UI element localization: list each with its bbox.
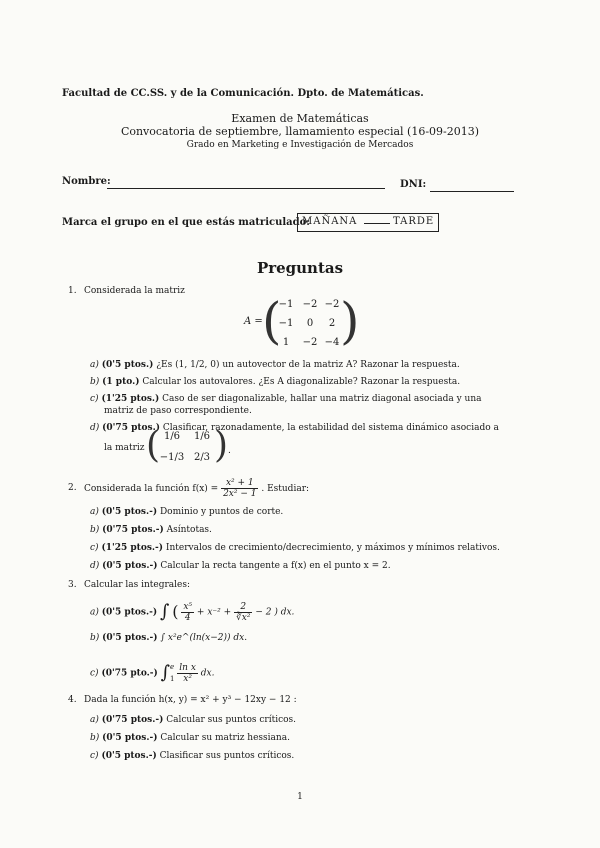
q1-number: 1. <box>68 286 77 296</box>
q2d-item <box>90 561 391 571</box>
q4a-item <box>90 715 296 725</box>
q2-text-end: . Estudiar: <box>261 484 310 494</box>
matrix-cell: 1 <box>282 337 290 348</box>
q4c-text: Clasificar sus puntos críticos. <box>159 751 295 761</box>
q2-fraction-numerator: x² + 1 <box>221 478 258 489</box>
q2b-item <box>90 525 212 535</box>
q3c-upper-limit: e <box>169 663 175 671</box>
q1-matrix-left-paren: ( <box>262 292 282 350</box>
q3-text: Calcular las integrales: <box>84 580 191 590</box>
q2b-points: (0'75 ptos.-) <box>102 525 164 535</box>
matrix-cell: 2/3 <box>193 452 211 463</box>
q3c-end: dx. <box>200 668 215 679</box>
q1d-points: (0'75 ptos.) <box>102 423 161 433</box>
q4b-points: (0'5 ptos.-) <box>102 733 158 743</box>
degree-name: Grado en Marketing e Investigación de Mercados <box>186 140 414 150</box>
q1-matrix-label: A = <box>244 316 263 327</box>
section-title: Preguntas <box>256 259 344 277</box>
name-field[interactable] <box>107 188 385 189</box>
q3b-expression: ∫ x²e^(ln(x−2)) dx. <box>160 633 248 643</box>
matrix-cell: 0 <box>306 318 314 329</box>
q2d-points: (0'5 ptos.-) <box>102 561 158 571</box>
group-evening-option[interactable]: TARDE <box>393 216 435 227</box>
q2c-text: Intervalos de crecimiento/decrecimiento, y máximos y mínimos relativos. <box>165 543 500 553</box>
q1c-text-continued: matriz de paso correspondiente. <box>104 406 252 416</box>
q3a-fraction-2-denominator: ∛x² <box>236 612 251 623</box>
q1b-points: (1 pto.) <box>102 377 140 387</box>
q3c-lower-limit: 1 <box>169 675 175 683</box>
q3c-label: c) <box>90 668 99 679</box>
q1d-matrix-left-paren: ( <box>146 425 161 466</box>
q3c-item <box>90 660 214 687</box>
q1b-label: b) <box>90 377 100 387</box>
q1c-text: Caso de ser diagonalizable, hallar una matriz diagonal asociada y una <box>162 394 482 404</box>
q3b-points: (0'5 ptos.-) <box>102 633 158 643</box>
q1c-label: c) <box>90 394 99 404</box>
q1c-item <box>90 394 482 404</box>
matrix-cell: −4 <box>324 337 340 348</box>
matrix-cell: −2 <box>302 337 318 348</box>
q3c-fraction <box>177 663 198 684</box>
q2d-text: Calcular la recta tangente a f(x) en el punto x = 2. <box>160 561 391 571</box>
q3-number: 3. <box>68 580 77 590</box>
matrix-cell: −1 <box>278 318 294 329</box>
group-separator <box>364 223 390 224</box>
q2a-points: (0'5 ptos.-) <box>101 507 158 517</box>
q3c-integral-sign: ∫ <box>160 662 171 683</box>
q2-fraction-denominator: 2x² − 1 <box>223 489 257 499</box>
q3a-open-paren: ( <box>172 602 179 621</box>
q2d-label: d) <box>90 561 100 571</box>
q1d-period: . <box>228 446 231 456</box>
q3c-fraction-denominator: x² <box>183 673 192 684</box>
q1a-label: a) <box>90 360 99 370</box>
q3b-item <box>90 633 247 643</box>
q1d-matrix-right-paren: ) <box>214 425 229 466</box>
q2c-item <box>90 543 500 553</box>
q2c-label: c) <box>90 543 99 553</box>
faculty-heading: Facultad de CC.SS. y de la Comunicación. Dpto. de Matemáticas. <box>62 88 424 99</box>
group-morning-option[interactable]: MAÑANA <box>302 216 358 227</box>
matrix-cell: −1/3 <box>159 452 185 463</box>
q2b-text: Asíntotas. <box>166 525 212 535</box>
q3c-points: (0'75 pto.-) <box>101 668 158 679</box>
q1c-points: (1'25 ptos.) <box>101 394 160 404</box>
q2a-label: a) <box>90 507 99 517</box>
exam-title: Examen de Matemáticas <box>231 112 369 125</box>
q1-matrix-right-paren: ) <box>340 292 360 350</box>
q1b-text: Calcular los autovalores. ¿Es A diagonalizable? Razonar la respuesta. <box>142 377 461 387</box>
matrix-cell: 1/6 <box>193 431 211 442</box>
q3a-fraction-1-numerator: x⁵ <box>183 601 193 612</box>
q3b-label: b) <box>90 633 100 643</box>
q3a-integral-sign: ∫ <box>159 601 170 622</box>
q4a-label: a) <box>90 715 99 725</box>
q4b-label: b) <box>90 733 100 743</box>
q1d-text-continued: la matriz <box>104 443 145 453</box>
q3a-fraction-1-denominator: 4 <box>184 612 191 623</box>
q4a-points: (0'75 ptos.-) <box>101 715 164 725</box>
q3a-middle-terms: + x⁻² + <box>196 607 232 618</box>
matrix-cell: −2 <box>302 299 318 310</box>
q4a-text: Calcular sus puntos críticos. <box>166 715 297 725</box>
q1b-item <box>90 377 460 387</box>
q4c-label: c) <box>90 751 99 761</box>
q2a-item <box>90 507 283 517</box>
matrix-cell: 2 <box>328 318 336 329</box>
q2c-points: (1'25 ptos.-) <box>101 543 164 553</box>
q1d-text: Clasificar, razonadamente, la estabilidad del sistema dinámico asociado a <box>162 423 499 433</box>
q3a-item <box>90 599 294 626</box>
matrix-cell: 1/6 <box>163 431 181 442</box>
dni-label: DNI: <box>400 179 427 190</box>
q1a-points: (0'5 ptos.) <box>101 360 154 370</box>
q1-text: Considerada la matriz <box>84 286 185 296</box>
q3a-fraction-2-numerator: 2 <box>234 602 252 613</box>
q4c-points: (0'5 ptos.-) <box>101 751 157 761</box>
matrix-cell: −2 <box>324 299 340 310</box>
q3a-label: a) <box>90 607 99 618</box>
q3a-fraction-1 <box>181 602 194 623</box>
q2a-text: Dominio y puntos de corte. <box>159 507 284 517</box>
q4b-item <box>90 733 290 743</box>
q3c-fraction-numerator: ln x <box>179 662 196 673</box>
q3a-close: − 2 ) dx. <box>255 607 295 618</box>
q4b-text: Calcular su matriz hessiana. <box>160 733 290 743</box>
q2-number: 2. <box>68 483 77 493</box>
matrix-cell: −1 <box>278 299 294 310</box>
q2b-label: b) <box>90 525 100 535</box>
q1a-item <box>90 360 460 370</box>
q4-number: 4. <box>68 695 77 705</box>
q1a-text: ¿Es (1, 1/2, 0) un autovector de la matriz A? Razonar la respuesta. <box>156 360 460 370</box>
page-number: 1 <box>297 792 303 802</box>
q4c-item <box>90 751 294 761</box>
q3a-points: (0'5 ptos.-) <box>101 607 158 618</box>
q2-text: Considerada la función f(x) = <box>84 484 219 494</box>
q4-text: Dada la función h(x, y) = x² + y³ − 12xy − 12 : <box>84 695 297 705</box>
q2-statement <box>84 478 309 499</box>
q3c-limits <box>170 661 174 685</box>
q2-function-fraction <box>221 478 258 499</box>
name-label: Nombre: <box>62 176 111 187</box>
exam-convocatoria: Convocatoria de septiembre, llamamiento especial (16-09-2013) <box>120 125 480 138</box>
dni-field[interactable] <box>430 191 514 192</box>
group-prompt: Marca el grupo en el que estás matriculado: <box>62 217 310 228</box>
q3a-fraction-2 <box>234 602 252 623</box>
q1d-label: d) <box>90 423 100 433</box>
